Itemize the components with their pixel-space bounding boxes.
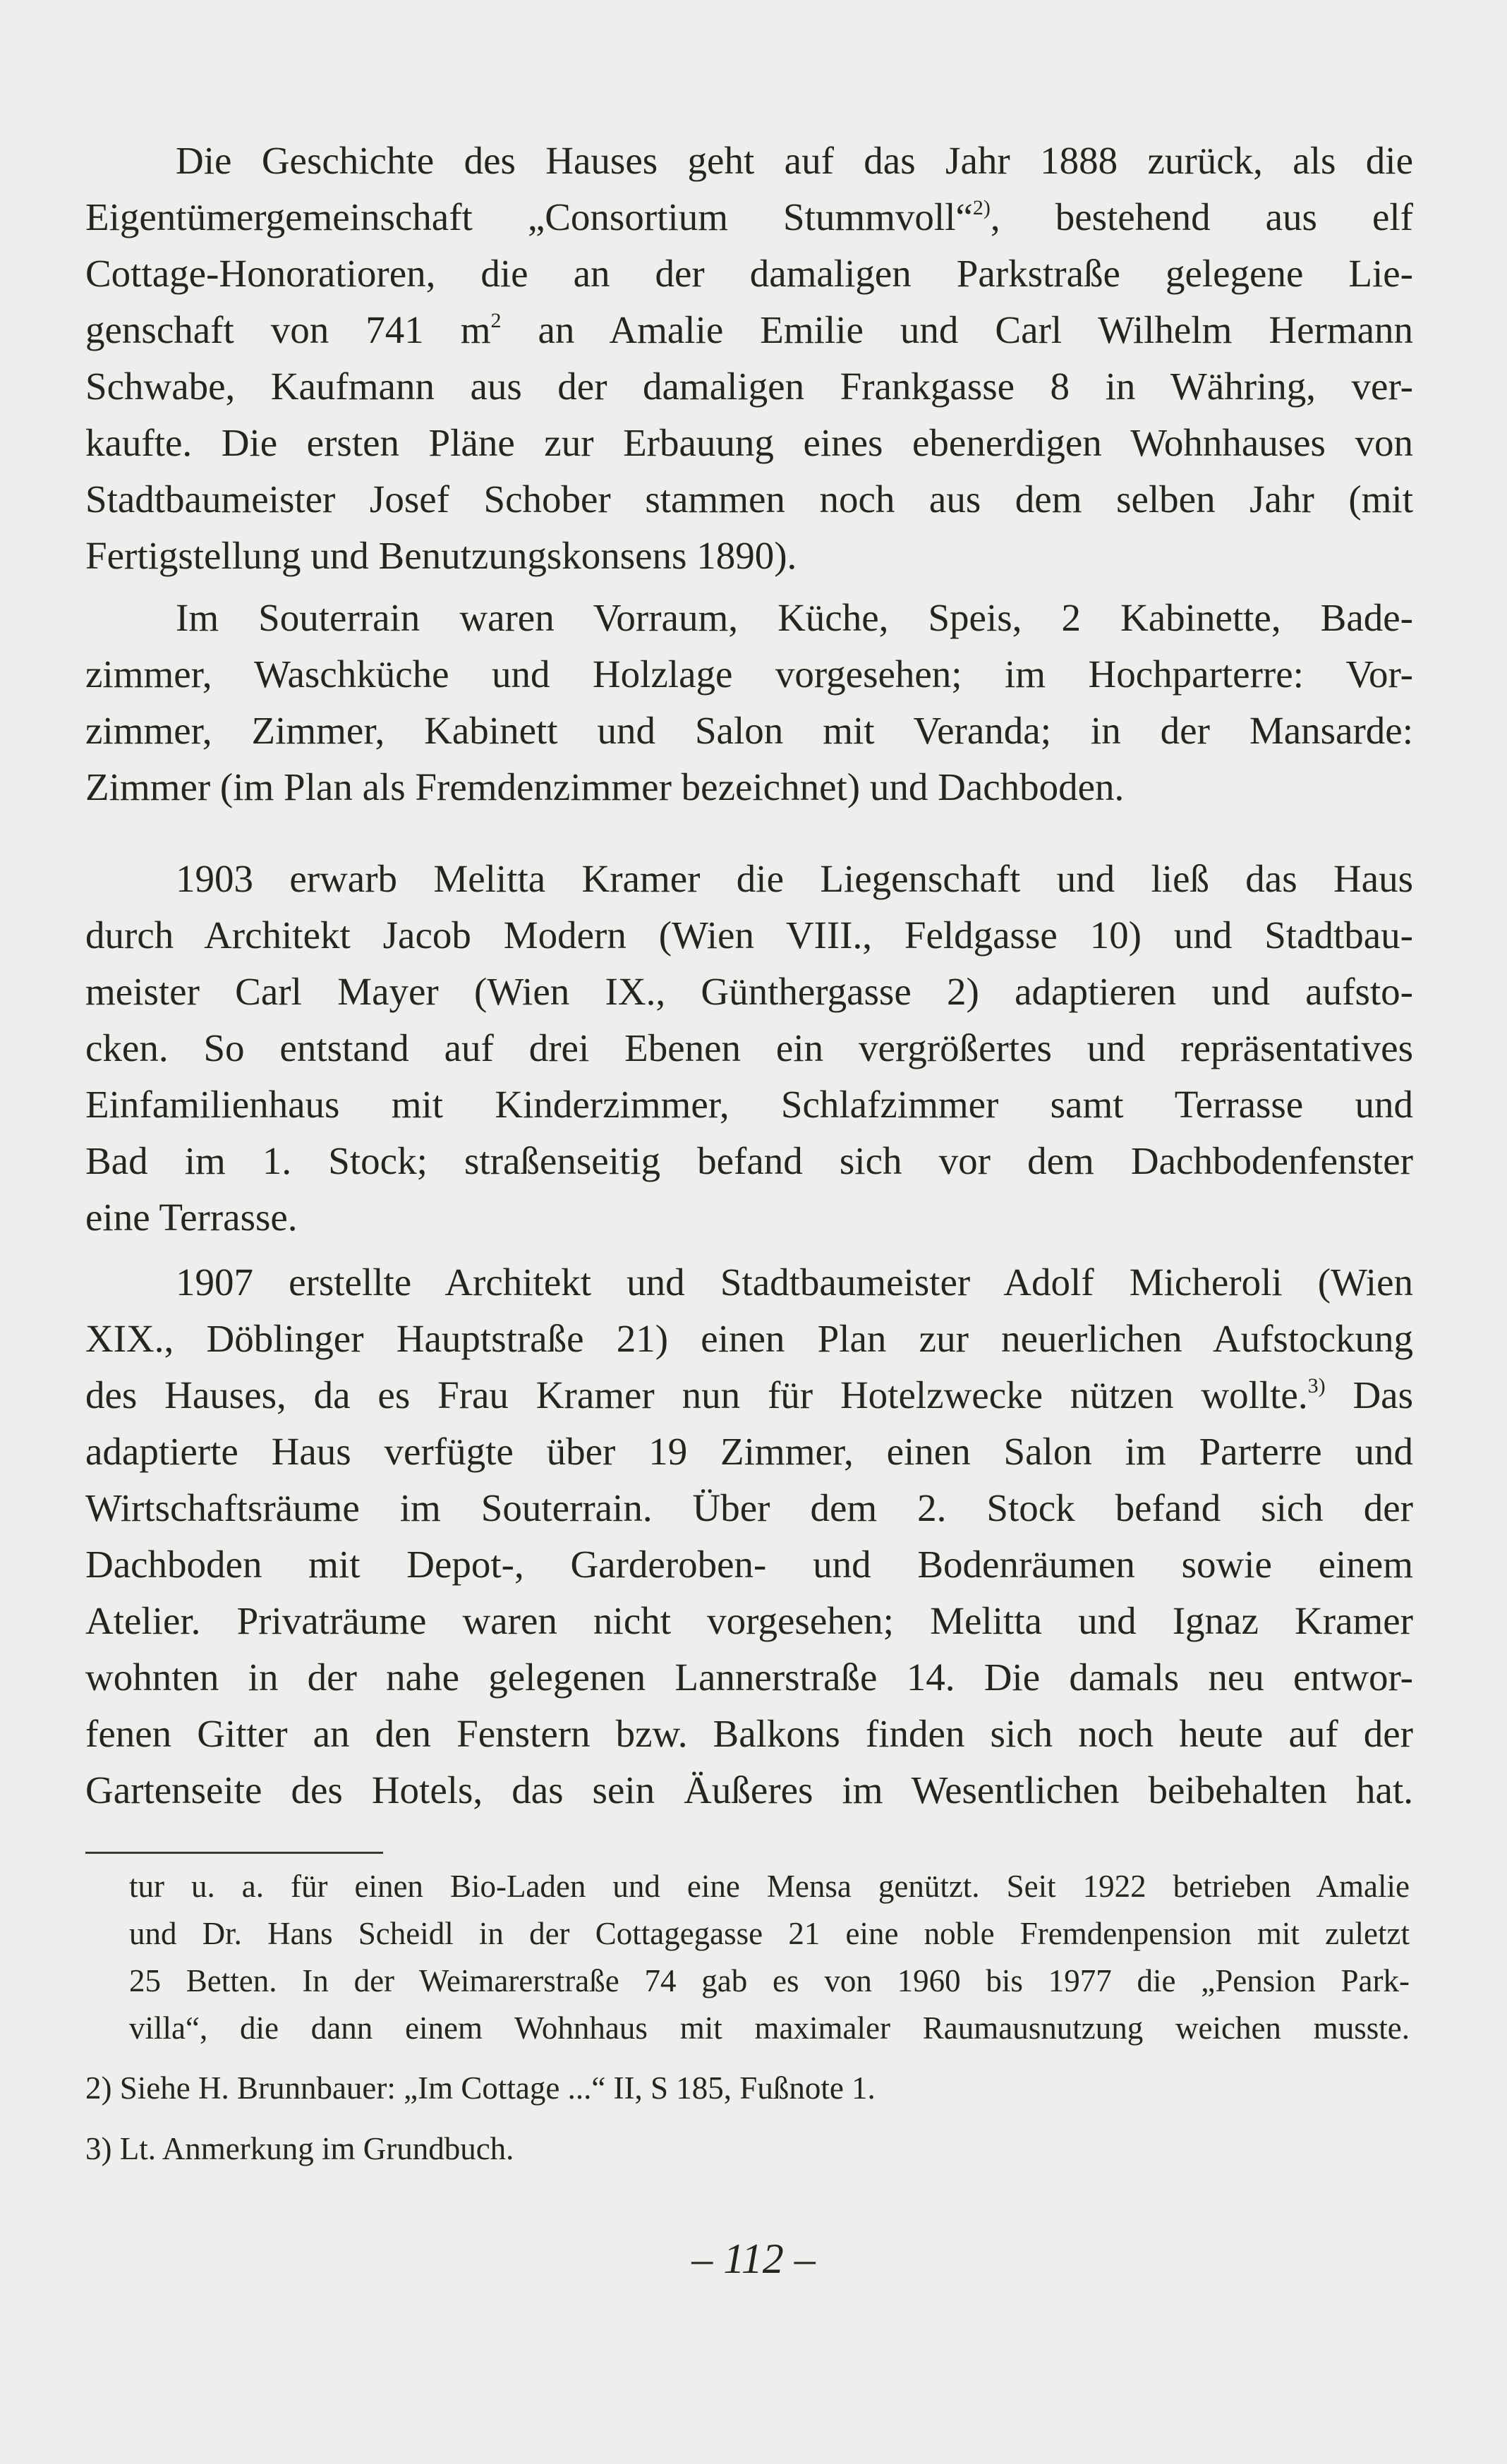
text-line: kaufte. Die ersten Pläne zur Erbauung eines ebenerdigen Wohnhauses von — [85, 421, 1413, 464]
text-line: Fertigstellung und Benutzungskonsens 1890). — [85, 534, 797, 577]
text-line: Dachboden mit Depot-, Garderoben- und Bodenräumen sowie einem — [85, 1543, 1413, 1586]
text-line: eine Terrasse. — [85, 1196, 298, 1239]
text-line: zimmer, Zimmer, Kabinett und Salon mit Veranda; in der Mansarde: — [85, 709, 1413, 752]
page-number: – 112 – — [691, 2235, 816, 2282]
text-line: Eigentümergemeinschaft „Consortium Stummvoll“$^{2)}$, bestehend aus elf — [85, 195, 1413, 238]
footnote-ref: 2) — [972, 196, 991, 219]
text-line: Die Geschichte des Hauses geht auf das Jahr 1888 zurück, als die — [176, 139, 1413, 182]
footnote-line: 25 Betten. In der Weimarerstraße 74 gab es von 1960 bis 1977 die „Pension Park- — [129, 1963, 1410, 1998]
text-line: des Hauses, da es Frau Kramer nun für Hotelzwecke nützen wollte.$^{3)}$ Das — [85, 1373, 1413, 1416]
text-line: cken. So entstand auf drei Ebenen ein vergrößertes und repräsentatives — [85, 1026, 1413, 1069]
footnote-2: 2) Siehe H. Brunnbauer: „Im Cottage ...“ II, S 185, Fußnote 1. — [85, 2070, 876, 2106]
text-line: Atelier. Privaträume waren nicht vorgesehen; Melitta und Ignaz Kramer — [85, 1599, 1413, 1642]
footnote-ref: 3) — [1307, 1374, 1326, 1397]
text-line: genschaft von 741 $m^2$ an Amalie Emilie und Carl Wilhelm Hermann — [85, 308, 1413, 351]
text-line: Einfamilienhaus mit Kinderzimmer, Schlafzimmer samt Terrasse und — [85, 1083, 1413, 1126]
footnote-3: 3) Lt. Anmerkung im Grundbuch. — [85, 2131, 514, 2166]
superscript: 2 — [490, 309, 502, 332]
text-line: adaptierte Haus verfügte über 19 Zimmer, einen Salon im Parterre und — [85, 1430, 1413, 1473]
text-line: meister Carl Mayer (Wien IX., Günthergasse 2) adaptieren und aufsto- — [85, 970, 1413, 1013]
text-line: 1903 erwarb Melitta Kramer die Liegenschaft und ließ das Haus — [176, 857, 1413, 900]
text-line: Cottage-Honoratioren, die an der damaligen Parkstraße gelegene Lie- — [85, 252, 1413, 295]
text-line: XIX., Döblinger Hauptstraße 21) einen Plan zur neuerlichen Aufstockung — [85, 1317, 1413, 1360]
text-line: durch Architekt Jacob Modern (Wien VIII., Feldgasse 10) und Stadtbau- — [85, 914, 1413, 957]
text-line: wohnten in der nahe gelegenen Lannerstraße 14. Die damals neu entwor- — [85, 1656, 1413, 1699]
text-line: 1907 erstellte Architekt und Stadtbaumeister Adolf Micheroli (Wien — [176, 1261, 1413, 1304]
footnote-separator — [85, 1852, 383, 1854]
text-line: Stadtbaumeister Josef Schober stammen noch aus dem selben Jahr (mit — [85, 478, 1413, 521]
footnote-line: und Dr. Hans Scheidl in der Cottagegasse 21 eine noble Fremdenpension mit zuletzt — [129, 1916, 1410, 1951]
text-line: Zimmer (im Plan als Fremdenzimmer bezeichnet) und Dachboden. — [85, 765, 1125, 808]
text-line: Wirtschaftsräume im Souterrain. Über dem 2. Stock befand sich der — [85, 1486, 1413, 1529]
text-line: Bad im 1. Stock; straßenseitig befand sich vor dem Dachbodenfenster — [85, 1139, 1413, 1182]
footnote-line: tur u. a. für einen Bio-Laden und eine Mensa genützt. Seit 1922 betrieben Amalie — [129, 1869, 1410, 1904]
text-line: Gartenseite des Hotels, das sein Äußeres im Wesentlichen beibehalten hat. — [85, 1768, 1413, 1811]
text-line: fenen Gitter an den Fenstern bzw. Balkons finden sich noch heute auf der — [85, 1712, 1413, 1755]
text-line: Im Souterrain waren Vorraum, Küche, Speis, 2 Kabinette, Bade- — [176, 596, 1413, 639]
text-line: zimmer, Waschküche und Holzlage vorgesehen; im Hochparterre: Vor- — [85, 653, 1413, 696]
text-line: Schwabe, Kaufmann aus der damaligen Frankgasse 8 in Währing, ver- — [85, 365, 1413, 408]
footnote-line: villa“, die dann einem Wohnhaus mit maximaler Raumausnutzung weichen musste. — [129, 2010, 1410, 2046]
